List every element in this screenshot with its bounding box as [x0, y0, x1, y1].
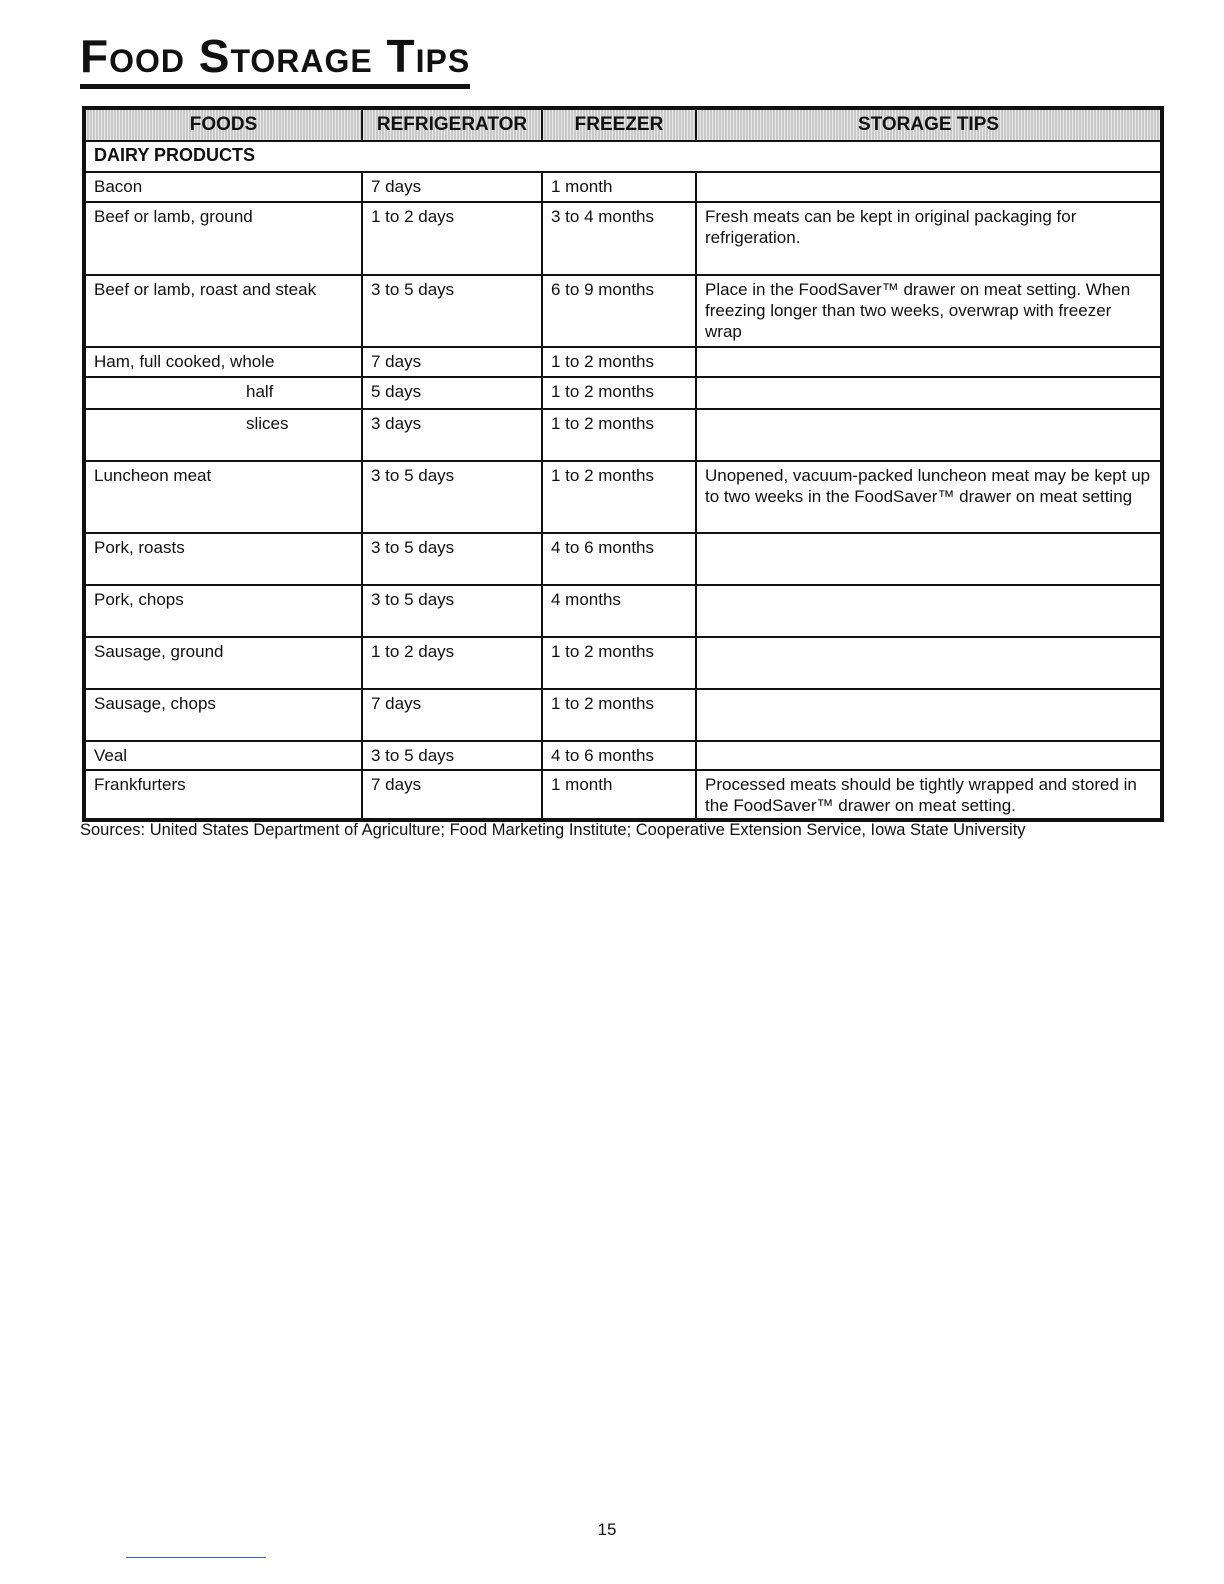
- food-cell: Luncheon meat: [84, 461, 362, 533]
- section-label: DAIRY PRODUCTS: [84, 141, 1162, 172]
- freezer-cell: 4 months: [542, 585, 696, 637]
- food-cell: half: [84, 377, 362, 409]
- food-cell: Pork, chops: [84, 585, 362, 637]
- header-freezer: FREEZER: [542, 108, 696, 141]
- tips-cell: Place in the FoodSaver™ drawer on meat setting. When freezing longer than two weeks, overwrap with freezer wrap: [696, 275, 1162, 347]
- freezer-cell: 1 month: [542, 770, 696, 820]
- table-row: [84, 409, 1162, 461]
- table-header-row: [84, 108, 1162, 141]
- food-cell: Beef or lamb, roast and steak: [84, 275, 362, 347]
- table-row: [84, 377, 1162, 409]
- tips-cell: Processed meats should be tightly wrapped and stored in the FoodSaver™ drawer on meat setting.: [696, 770, 1162, 820]
- refrigerator-cell: 7 days: [362, 689, 542, 741]
- freezer-cell: 3 to 4 months: [542, 202, 696, 275]
- header-storage-tips: STORAGE TIPS: [696, 108, 1162, 141]
- table-row: [84, 172, 1162, 202]
- food-cell: Beef or lamb, ground: [84, 202, 362, 275]
- table-row: [84, 461, 1162, 533]
- sources-note: Sources: United States Department of Agriculture; Food Marketing Institute; Cooperative Extension Service, Iowa State University: [80, 821, 1026, 839]
- table-row: [84, 770, 1162, 820]
- tips-cell: [696, 172, 1162, 202]
- refrigerator-cell: 3 to 5 days: [362, 275, 542, 347]
- refrigerator-cell: 3 to 5 days: [362, 741, 542, 770]
- freezer-cell: 6 to 9 months: [542, 275, 696, 347]
- freezer-cell: 1 to 2 months: [542, 689, 696, 741]
- tips-cell: [696, 377, 1162, 409]
- tips-cell: [696, 637, 1162, 689]
- section-row: [84, 141, 1162, 172]
- food-cell: Veal: [84, 741, 362, 770]
- freezer-cell: 1 to 2 months: [542, 409, 696, 461]
- food-cell: Pork, roasts: [84, 533, 362, 585]
- food-cell: Sausage, ground: [84, 637, 362, 689]
- refrigerator-cell: 1 to 2 days: [362, 637, 542, 689]
- refrigerator-cell: 7 days: [362, 770, 542, 820]
- footer-divider: [126, 1557, 266, 1558]
- tips-cell: [696, 409, 1162, 461]
- table-row: [84, 637, 1162, 689]
- tips-cell: [696, 347, 1162, 377]
- food-cell: Ham, full cooked, whole: [84, 347, 362, 377]
- page-number: 15: [597, 1520, 617, 1539]
- header-foods: FOODS: [84, 108, 362, 141]
- freezer-cell: 4 to 6 months: [542, 533, 696, 585]
- table-row: [84, 533, 1162, 585]
- refrigerator-cell: 5 days: [362, 377, 542, 409]
- freezer-cell: 1 month: [542, 172, 696, 202]
- table-row: [84, 275, 1162, 347]
- table-row: [84, 741, 1162, 770]
- page-title: Food Storage Tips: [80, 28, 470, 89]
- tips-cell: [696, 533, 1162, 585]
- freezer-cell: 1 to 2 months: [542, 461, 696, 533]
- refrigerator-cell: 3 to 5 days: [362, 533, 542, 585]
- food-cell: Bacon: [84, 172, 362, 202]
- table-row: [84, 202, 1162, 275]
- food-cell: Sausage, chops: [84, 689, 362, 741]
- refrigerator-cell: 3 to 5 days: [362, 461, 542, 533]
- table-row: [84, 347, 1162, 377]
- food-cell: Frankfurters: [84, 770, 362, 820]
- header-refrigerator: REFRIGERATOR: [362, 108, 542, 141]
- table-row: [84, 689, 1162, 741]
- tips-cell: [696, 741, 1162, 770]
- refrigerator-cell: 3 to 5 days: [362, 585, 542, 637]
- tips-cell: Fresh meats can be kept in original packaging for refrigeration.: [696, 202, 1162, 275]
- refrigerator-cell: 7 days: [362, 172, 542, 202]
- freezer-cell: 1 to 2 months: [542, 377, 696, 409]
- freezer-cell: 1 to 2 months: [542, 347, 696, 377]
- freezer-cell: 1 to 2 months: [542, 637, 696, 689]
- refrigerator-cell: 3 days: [362, 409, 542, 461]
- food-storage-table: [82, 106, 1164, 822]
- table-row: [84, 585, 1162, 637]
- tips-cell: [696, 689, 1162, 741]
- freezer-cell: 4 to 6 months: [542, 741, 696, 770]
- refrigerator-cell: 7 days: [362, 347, 542, 377]
- tips-cell: [696, 585, 1162, 637]
- refrigerator-cell: 1 to 2 days: [362, 202, 542, 275]
- food-cell: slices: [84, 409, 362, 461]
- tips-cell: Unopened, vacuum-packed luncheon meat may be kept up to two weeks in the FoodSaver™ drawer on meat setting: [696, 461, 1162, 533]
